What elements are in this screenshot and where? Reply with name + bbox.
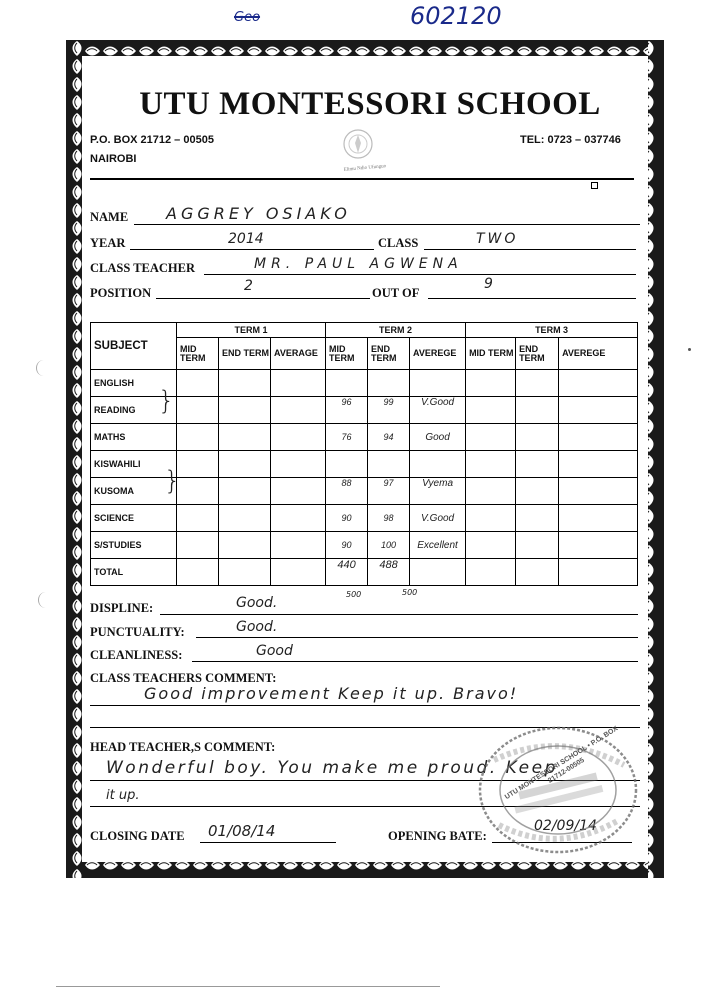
cleanliness-label: CLEANLINESS:: [90, 648, 183, 662]
total-out-of-end: 500: [402, 588, 418, 597]
subject-cell: S/STUDIES: [91, 532, 177, 559]
t2-end-cell: [368, 451, 410, 478]
stray-dot: [688, 348, 691, 351]
term2-header: TERM 2: [326, 323, 466, 338]
t2-mid-cell: 76: [326, 424, 368, 451]
punch-mark: [38, 592, 53, 608]
class-teacher-value: MR. PAUL AGWENA: [254, 256, 463, 272]
file-number: 602120: [410, 2, 502, 30]
t1-mid-header: MID TERM: [177, 338, 219, 370]
class-label: CLASS: [378, 236, 419, 250]
kiswahili-brace: }: [164, 466, 181, 496]
t2-mid-cell: 88: [326, 478, 368, 505]
t2-end-cell: 99: [368, 397, 410, 424]
t2-mid-cell: 90: [326, 532, 368, 559]
city: NAIROBI: [90, 153, 137, 165]
punctuality-label: PUNCTUALITY:: [90, 625, 185, 639]
head-teacher-comment-label: HEAD TEACHER,S COMMENT:: [90, 740, 276, 754]
t2-mid-total: 440: [326, 559, 368, 586]
out-of-label: OUT OF: [372, 286, 420, 300]
name-value: AGGREY OSIAKO: [166, 204, 351, 223]
term3-header: TERM 3: [466, 323, 638, 338]
head-teacher-comment-value-2: it up.: [106, 788, 140, 803]
position-value: 2: [244, 278, 253, 294]
t2-end-cell: 94: [368, 424, 410, 451]
t3-end-header: END TERM: [516, 338, 559, 370]
t2-end-cell: 98: [368, 505, 410, 532]
t2-mid-header: MID TERM: [326, 338, 368, 370]
cleanliness-line: [192, 661, 638, 662]
t2-end-cell: 97: [368, 478, 410, 505]
table-row: [91, 424, 638, 451]
t2-avg-cell: Excellent: [410, 532, 466, 559]
discipline-line: [160, 614, 638, 615]
position-label: POSITION: [90, 286, 152, 300]
name-label: NAME: [90, 210, 129, 224]
opening-date-value: 02/09/14: [534, 818, 597, 834]
grades-table: [90, 322, 638, 586]
name-line: [134, 224, 640, 225]
t2-mid-cell: [326, 370, 368, 397]
class-teacher-comment-value: Good improvement Keep it up. Bravo!: [144, 684, 519, 703]
checkbox-mark: [591, 182, 598, 189]
subject-cell: MATHS: [91, 424, 177, 451]
out-of-line: [428, 298, 636, 299]
t2-end-cell: 100: [368, 532, 410, 559]
t2-end-header: END TERM: [368, 338, 410, 370]
subject-cell: KISWAHILI: [91, 451, 177, 478]
subject-cell: KUSOMA: [91, 478, 177, 505]
crossed-out-note: Geo: [234, 10, 261, 25]
closing-date-value: 01/08/14: [208, 822, 276, 840]
discipline-value: Good.: [236, 595, 278, 611]
punctuality-value: Good.: [236, 619, 278, 635]
head-teacher-comment-value-1: Wonderful boy. You make me proud. Keep: [106, 758, 558, 778]
bottom-edge-line: [56, 986, 440, 987]
t2-mid-cell: 90: [326, 505, 368, 532]
school-name: UTU MONTESSORI SCHOOL: [139, 86, 601, 122]
table-row-total: [91, 559, 638, 586]
term1-header: TERM 1: [177, 323, 326, 338]
year-line: [130, 249, 374, 250]
t2-avg-cell: [410, 451, 466, 478]
t1-avg-header: AVERAGE: [271, 338, 326, 370]
po-box: P.O. BOX 21712 – 00505: [90, 134, 214, 146]
t2-end-total: 488: [368, 559, 410, 586]
punch-mark: [36, 360, 51, 376]
table-row: [91, 505, 638, 532]
class-teacher-line: [204, 274, 636, 275]
t2-avg-cell: Good: [410, 424, 466, 451]
t2-end-cell: [368, 370, 410, 397]
table-row: [91, 532, 638, 559]
subject-cell: TOTAL: [91, 559, 177, 586]
punctuality-line: [196, 637, 638, 638]
t2-avg-cell: V.Good: [410, 505, 466, 532]
header-rule: [90, 178, 634, 180]
stamp-text: UTU MONTESSORI SCHOOL • P.O. BOX 21712-00505: [503, 725, 620, 802]
subject-cell: ENGLISH: [91, 370, 177, 397]
position-line: [156, 298, 370, 299]
class-teacher-comment-label: CLASS TEACHERS COMMENT:: [90, 671, 277, 685]
t2-avg-cell: V.Good: [410, 397, 466, 424]
discipline-label: DISPLINE:: [90, 601, 154, 615]
out-of-value: 9: [484, 276, 493, 292]
t1-end-header: END TERM: [219, 338, 271, 370]
class-comment-line-1: [90, 705, 640, 706]
class-value: TWO: [476, 231, 519, 247]
closing-date-line: [200, 842, 336, 843]
year-label: YEAR: [90, 236, 126, 250]
school-motto: Elimu Ndio Ufunguo: [343, 164, 387, 173]
t2-avg-header: AVEREGE: [410, 338, 466, 370]
t2-avg-cell: [410, 370, 466, 397]
t2-mid-cell: [326, 451, 368, 478]
class-teacher-label: CLASS TEACHER: [90, 261, 196, 275]
t3-mid-header: MID TERM: [466, 338, 516, 370]
english-brace: }: [158, 386, 175, 416]
telephone: TEL: 0723 – 037746: [520, 134, 621, 146]
class-line: [424, 249, 636, 250]
t2-mid-cell: 96: [326, 397, 368, 424]
subject-cell: READING: [91, 397, 177, 424]
subject-header: SUBJECT: [91, 323, 177, 370]
total-out-of-mid: 500: [346, 590, 362, 599]
t3-avg-header: AVEREGE: [559, 338, 638, 370]
year-value: 2014: [228, 231, 264, 247]
t2-avg-cell: Vyema: [410, 478, 466, 505]
closing-date-label: CLOSING DATE: [90, 829, 185, 843]
opening-date-label: OPENING BATE:: [388, 829, 487, 843]
cleanliness-value: Good: [256, 643, 293, 659]
subject-cell: SCIENCE: [91, 505, 177, 532]
